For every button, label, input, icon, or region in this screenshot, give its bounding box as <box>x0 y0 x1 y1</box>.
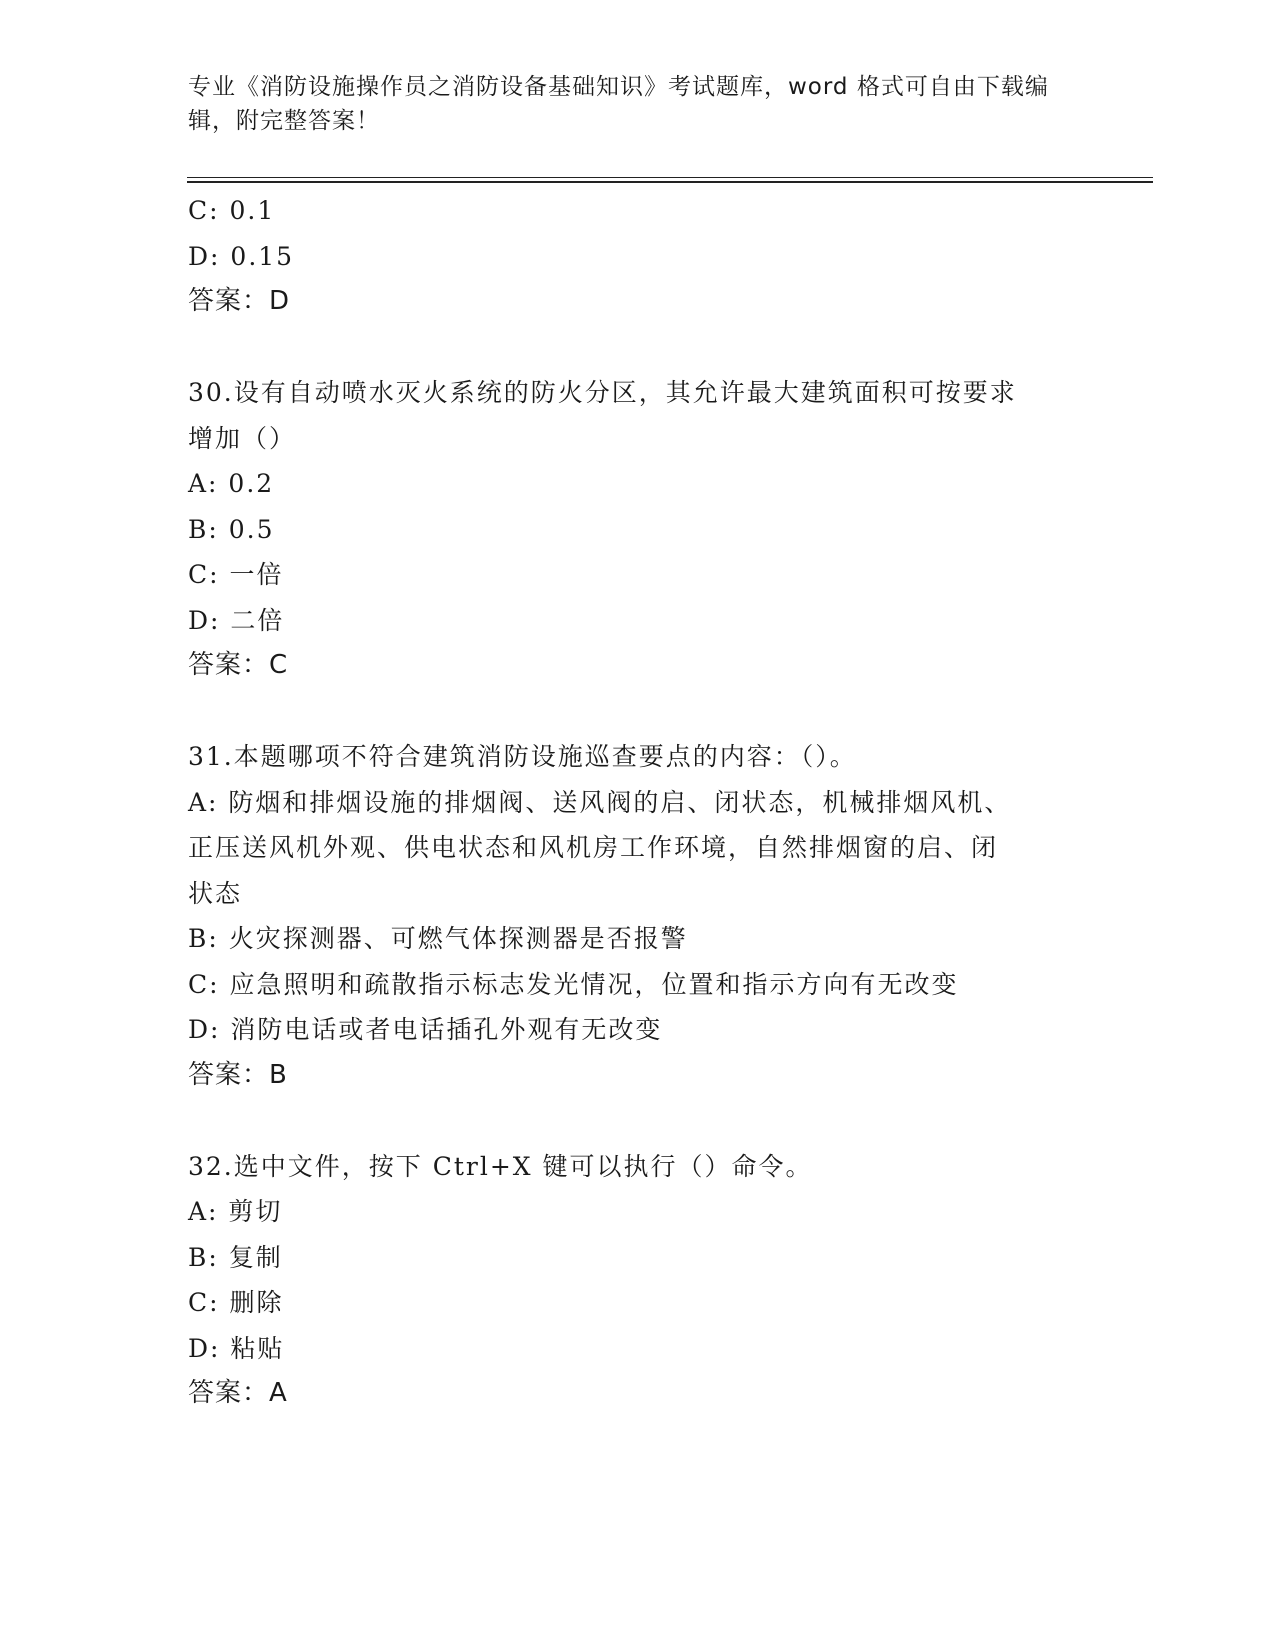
option-d: D: 二倍 <box>188 605 285 635</box>
document-body <box>188 188 1088 1417</box>
option-b: B: 火灾探测器、可燃气体探测器是否报警 <box>188 924 688 953</box>
question-text-line: 增加（） <box>188 423 297 453</box>
option-a: A: 0.2 <box>188 469 275 498</box>
spacer <box>188 1098 1088 1144</box>
option-a-line: 状态 <box>188 878 243 908</box>
spacer <box>188 689 1088 735</box>
option-c: C: 应急照明和疏散指示标志发光情况，位置和指示方向有无改变 <box>188 969 959 999</box>
option-c: C: 0.1 <box>188 196 276 225</box>
question-text-line: 31.本题哪项不符合建筑消防设施巡查要点的内容：（）。 <box>188 742 857 771</box>
header-divider-thin <box>187 177 1153 178</box>
document-header <box>188 70 1068 138</box>
header-line-2: 辑，附完整答案！ <box>188 108 380 134</box>
question-30 <box>188 370 1088 689</box>
previous-question-tail <box>188 188 1088 325</box>
question-32 <box>188 1144 1088 1417</box>
option-c: C: 删除 <box>188 1288 284 1317</box>
option-c: C: 一倍 <box>188 560 284 589</box>
answer-line: 答案：A <box>188 1378 288 1408</box>
answer-line: 答案：C <box>188 650 289 680</box>
header-line-1: 专业《消防设施操作员之消防设备基础知识》考试题库，word 格式可自由下载编 <box>188 74 1049 100</box>
answer-line: 答案：D <box>188 286 291 316</box>
option-a-line: A: 防烟和排烟设施的排烟阀、送风阀的启、闭状态，机械排烟风机、 <box>188 787 1012 817</box>
option-d: D: 粘贴 <box>188 1333 285 1363</box>
option-d: D: 0.15 <box>188 241 295 271</box>
option-b: B: 复制 <box>188 1242 283 1272</box>
option-a: A: 剪切 <box>188 1197 283 1226</box>
option-b: B: 0.5 <box>188 514 275 544</box>
question-31 <box>188 734 1088 1098</box>
question-text-line: 32.选中文件，按下 Ctrl+X 键可以执行（）命令。 <box>188 1151 813 1181</box>
question-text-line: 30.设有自动喷水灭火系统的防火分区，其允许最大建筑面积可按要求 <box>188 378 1017 407</box>
answer-line: 答案：B <box>188 1059 288 1090</box>
spacer <box>188 325 1088 371</box>
option-a-line: 正压送风机外观、供电状态和风机房工作环境，自然排烟窗的启、闭 <box>188 833 999 862</box>
option-d: D: 消防电话或者电话插孔外观有无改变 <box>188 1015 663 1044</box>
header-divider-thick <box>187 181 1153 183</box>
